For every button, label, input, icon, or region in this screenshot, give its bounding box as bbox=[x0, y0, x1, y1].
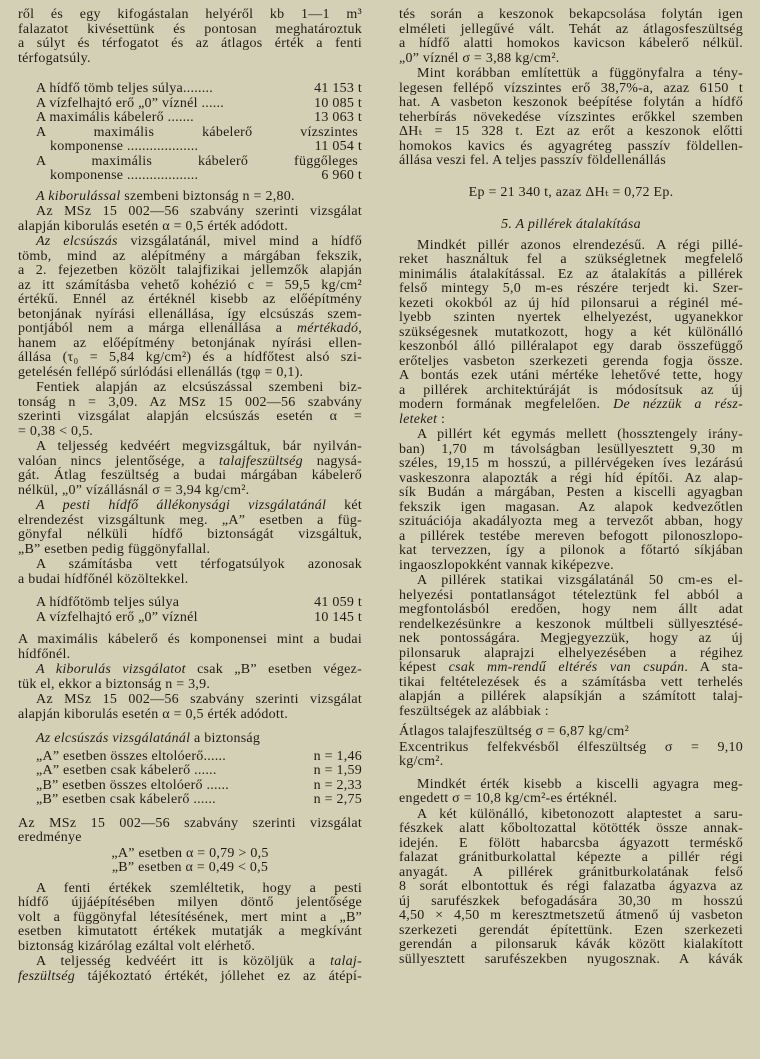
text-line bbox=[18, 732, 362, 747]
text-line: elrendezést vizsgáltunk meg. „A” esetben a füg- bbox=[18, 512, 362, 528]
text-line: felső mintegy 5,0 m-es részére terjedt ki. Szer- bbox=[399, 281, 743, 296]
row-label: A maximális kábelerő vízszintes bbox=[36, 124, 358, 140]
text-line: Excentrikus felfekvésből élfeszültség σ = 9,10 bbox=[399, 739, 743, 755]
text-line: = 0,38 < 0,5. bbox=[18, 423, 94, 439]
text-line: legesen fellépő vízszintes erő 38,7%-a, azaz 6150 t bbox=[399, 80, 743, 96]
text-line: széles, 19,15 m hosszú, a pillérvégeken íves lezárású bbox=[399, 456, 743, 471]
text-line: új sarufészkek befogadására 30,30 m hosszú bbox=[399, 893, 743, 909]
text-line: 5. A pillérek átalakítása bbox=[501, 217, 641, 232]
text-segment: szembeni biztonság n = 2,80. bbox=[120, 188, 295, 204]
text-line bbox=[18, 190, 362, 205]
text-line: „A” esetben α = 0,79 > 0,5 bbox=[111, 845, 269, 861]
text-segment: , bbox=[358, 321, 362, 336]
text-segment: képest bbox=[399, 660, 449, 675]
table-row bbox=[18, 596, 362, 611]
text-line: ban) 1,70 m távolságban lesüllyesztett 9,30 m bbox=[399, 441, 743, 457]
table-row bbox=[18, 169, 362, 184]
paragraph bbox=[18, 663, 362, 692]
row-value: n = 1,59 bbox=[313, 763, 362, 778]
text-line: biztonság kizárólag ezáltal volt elérhető. bbox=[18, 938, 256, 954]
text-line bbox=[399, 398, 743, 413]
text-line: feszültségek az alábbiak : bbox=[399, 703, 549, 719]
text-line: értékű. Ennél az értéknél kisebb az előépítmény bbox=[18, 292, 362, 307]
table-row bbox=[18, 82, 362, 97]
italic-text: Az elcsúszás vizsgálatánál bbox=[36, 731, 191, 746]
text-line: a 2. fejezetben közölt talajfizikai jellemzők alapján bbox=[18, 263, 362, 278]
italic-text: feszültség bbox=[18, 968, 75, 984]
text-line: Az MSz 15 002—56 szabvány szerinti vizsgálat bbox=[36, 204, 362, 219]
text-line: falazatot kivésettünk és pontosan meghatároztuk bbox=[18, 21, 362, 37]
text-line: Az MSz 15 002—56 szabvány szerinti vizsgálat bbox=[18, 815, 362, 831]
row-label: „B” esetben csak kábelerő ...... bbox=[36, 792, 216, 807]
text-line: minimális átalakítással. Ez az átalakítás a pillérek bbox=[399, 266, 743, 282]
paragraph bbox=[18, 190, 362, 205]
text-line: szituációja akadályozta meg a tervezőt abban, hogy bbox=[399, 514, 743, 529]
text-line bbox=[399, 661, 743, 676]
right-column bbox=[399, 7, 743, 967]
text-line bbox=[18, 322, 362, 337]
text-line: gát. Átlag feszültség a budai márgában kábelerő bbox=[18, 468, 362, 483]
row-value: 10 145 t bbox=[314, 609, 362, 625]
italic-text: A kiborulással bbox=[36, 188, 121, 204]
text-line: rendelkezésünkre a keszonok múltbeli süllyesztésé- bbox=[399, 616, 743, 632]
text-line: Mindkét pillér azonos elrendezésű. A régi pillé- bbox=[417, 237, 743, 253]
text-line: alapján kiborulás esetén α = 0,5 érték adódott. bbox=[18, 706, 288, 722]
text-line bbox=[18, 955, 362, 970]
value-table bbox=[18, 596, 362, 625]
text-line: hat. A vasbeton keszonok beépítése folytán a hídfő bbox=[399, 95, 743, 110]
text-line: „B” esetben pedig függönyfallal. bbox=[18, 541, 211, 557]
text-line: 4,50 × 4,50 m keresztmetszetű átmenő új vasbeton bbox=[399, 908, 743, 923]
text-line: A számításba vett térfogatsúlyok azonosak bbox=[36, 557, 362, 572]
row-value: n = 2,33 bbox=[313, 777, 362, 793]
text-line: engedett σ = 10,8 kg/cm²-es értéknél. bbox=[399, 791, 618, 806]
italic-text: A kiborulás vizsgálatot bbox=[36, 662, 186, 677]
text-line: esetben kimutatott értékek mutatják a megkívánt bbox=[18, 924, 362, 939]
italic-text: mértékadó bbox=[296, 321, 359, 336]
row-value: 41 059 t bbox=[314, 595, 362, 610]
row-label: A hídfő tömb teljes súlya........ bbox=[36, 81, 214, 96]
row-value: 13 063 t bbox=[314, 110, 362, 125]
text-segment: pontjából nem a márga ellenállása a bbox=[18, 321, 297, 336]
text-segment: csak „B” esetben végez- bbox=[185, 662, 362, 677]
text-line: Fentiek alapján az elcsúszással szembeni biz- bbox=[36, 380, 362, 395]
row-value: 10 085 t bbox=[314, 95, 362, 111]
italic-text: leteket bbox=[399, 411, 438, 427]
text-line: 8 sorát elbontottuk és régi falazatba ágyazva az bbox=[399, 879, 743, 894]
text-line: tés során a keszonok bekapcsolása folytán igen bbox=[399, 7, 743, 22]
text-line: A bontás ezek utáni mértéke lehetővé tette, hogy bbox=[399, 368, 743, 383]
text-line: „0” víznél σ = 3,88 kg/cm². bbox=[399, 50, 560, 66]
text-line: Mindkét érték kisebb a kiscelli agyagra meg- bbox=[417, 776, 743, 792]
text-line: a pillérek architektúráját is módosítsuk az új bbox=[399, 382, 743, 398]
paragraph bbox=[18, 558, 362, 587]
paragraph bbox=[18, 381, 362, 439]
table-row bbox=[18, 140, 362, 155]
row-value: 6 960 t bbox=[321, 168, 362, 183]
text-line: vaskeszonra alapozták a régi híd építői. Az alap- bbox=[399, 470, 743, 486]
italic-text: csak mm-rendű eltérés van csupán bbox=[448, 660, 685, 675]
text-line: A pillérek statikai vizsgálatánál 50 cm-es el- bbox=[417, 573, 743, 588]
row-label: „A” esetben csak kábelerő ...... bbox=[36, 763, 217, 778]
paragraph bbox=[399, 741, 743, 770]
text-line: Mint korábban említettük a függönyfalra a tény- bbox=[417, 66, 743, 81]
paragraph bbox=[18, 8, 362, 66]
italic-text: talaj- bbox=[330, 954, 362, 969]
text-line: tonság n = 3,09. Az MSz 15 002—56 szabvány bbox=[18, 394, 362, 410]
text-line: homokos kavics és agyagréteg passzív földellen- bbox=[399, 138, 743, 154]
text-line: nélkül, „0” vízállásnál σ = 3,94 kg/cm². bbox=[18, 482, 250, 498]
centered-formula bbox=[399, 186, 743, 201]
text-line: állása (τ₀ = 5,84 kg/cm²) és a hídfőtest alsó szi- bbox=[18, 350, 362, 365]
text-segment: modern formának megfelelően. bbox=[399, 397, 614, 412]
paragraph bbox=[399, 428, 743, 573]
text-line: a hídfő alatti homokos kavicson kábelerő nélkül. bbox=[399, 36, 743, 51]
text-line: alapján a pillérek alapsíkján a számított talaj- bbox=[399, 689, 743, 704]
text-line: Átlagos talajfeszültség σ = 6,87 kg/cm² bbox=[399, 724, 630, 739]
text-line: térfogatsúly. bbox=[18, 50, 91, 66]
paragraph bbox=[399, 725, 743, 740]
text-line: „B” esetben α = 0,49 < 0,5 bbox=[111, 860, 269, 875]
row-label: „A” esetben összes eltolóerő...... bbox=[36, 748, 227, 764]
text-line: anyagát. A pillérek gránitburkolatának felső bbox=[399, 864, 743, 880]
text-segment: a biztonság bbox=[190, 731, 261, 746]
table-row bbox=[18, 764, 362, 779]
text-line: getelésén fellépő súrlódási ellenállás (tgφ = 0,1). bbox=[18, 364, 304, 380]
paragraph bbox=[399, 67, 743, 169]
text-line bbox=[18, 970, 362, 985]
text-segment: tájékoztató értékét, jóllehet ez az átépí- bbox=[74, 968, 362, 984]
italic-text: Az elcsúszás bbox=[36, 234, 118, 249]
text-line: szerinti vizsgálat alapján elcsúszás esetén α = bbox=[18, 409, 362, 424]
text-line: hanem az előépítmény betonjának nyírási ellen- bbox=[18, 335, 362, 351]
text-line: tömb, mind az alépítmény a márgában fekszik, bbox=[18, 248, 362, 264]
paragraph bbox=[18, 440, 362, 498]
text-line: gönyfal nélküli hídfő biztonságát vizsgáltuk, bbox=[18, 527, 362, 542]
text-line: kg/cm². bbox=[399, 754, 444, 769]
row-label: A maximális kábelerő függőleges bbox=[36, 153, 358, 169]
text-segment: A teljesség kedvéért itt is közöljük a bbox=[36, 954, 331, 969]
centered-formula bbox=[18, 847, 362, 876]
italic-text: talajfeszültség bbox=[218, 453, 303, 469]
text-line: pilonsaruk alaprajzi elhelyezésében a régihez bbox=[399, 645, 743, 661]
row-label: A vízfelhajtó erő „0” víznél bbox=[36, 609, 198, 625]
text-segment: . A sta- bbox=[684, 660, 743, 675]
text-line: alapján kiborulás esetén α = 0,5 érték adódott. bbox=[18, 218, 288, 234]
table-row bbox=[18, 155, 362, 170]
text-line: tikai feltételezések és a számításba vett terhelés bbox=[399, 674, 743, 690]
paragraph bbox=[18, 499, 362, 557]
text-segment: valóan nincs jelentősége, a bbox=[18, 453, 219, 469]
text-line: a súlyt és térfogatot és az átlagos érték a fenti bbox=[18, 36, 362, 51]
text-line: A két különálló, kibetonozott alaptestet a saru- bbox=[417, 806, 743, 822]
row-label: „B” esetben összes eltolóerő ...... bbox=[36, 777, 230, 793]
table-row bbox=[18, 611, 362, 626]
italic-text: A pesti hídfő állékonysági vizsgálatánál bbox=[36, 498, 327, 513]
text-line: fekszik igen magasan. Az alapok kedvezőtlen bbox=[399, 499, 743, 515]
text-line: A teljesség kedvéért megvizsgáltuk, bár nyilván- bbox=[36, 439, 362, 454]
text-line: a pillérek testébe mereven befogott pilonoszlopo- bbox=[399, 528, 743, 544]
text-line: elméleti jellegűvé vált. Tehát az átlagosfeszültség bbox=[399, 21, 743, 37]
italic-text: De nézzük a rész- bbox=[613, 397, 743, 412]
text-line: A maximális kábelerő és komponensei mint a budai bbox=[18, 632, 362, 647]
text-line: erőteljes vasbeton szerkezeti gerenda fogja össze. bbox=[399, 353, 743, 369]
row-label: A vízfelhajtó erő „0” víznél ...... bbox=[36, 95, 224, 111]
text-segment: nagysá- bbox=[302, 453, 362, 469]
text-segment: két bbox=[326, 498, 363, 513]
text-line bbox=[18, 455, 362, 470]
paragraph bbox=[18, 633, 362, 662]
row-value: n = 2,75 bbox=[313, 792, 362, 807]
text-line: ről és egy kifogástalan helyéről kb 1—1 m³ bbox=[18, 7, 362, 22]
text-line bbox=[18, 235, 362, 250]
text-line: állása veszi fel. A teljes passzív földellenállás bbox=[399, 153, 666, 168]
text-line: A fenti értékek szemléltetik, hogy a pesti bbox=[36, 880, 362, 896]
paragraph bbox=[18, 955, 362, 984]
text-line: keszonból álló pilléralapot egy darab összefüggő bbox=[399, 339, 743, 354]
text-line: süllyesztett sarufészekben nyugosznak. A kávák bbox=[399, 951, 743, 967]
value-table bbox=[18, 82, 362, 184]
row-value: 41 153 t bbox=[314, 81, 362, 96]
paragraph bbox=[399, 574, 743, 719]
text-line: helyezési pontatlanságot tételeztünk fel abból a bbox=[399, 587, 743, 603]
text-line: ingaoszlopokként vannak kiképezve. bbox=[399, 557, 614, 573]
text-line: a budai hídfőnél közöltekkel. bbox=[18, 571, 189, 587]
text-line: kat tervezzen, így a pilonok a főtartó síkjában bbox=[399, 543, 743, 558]
text-line bbox=[18, 663, 362, 678]
table-row bbox=[18, 779, 362, 794]
row-label: A maximális kábelerő ....... bbox=[36, 110, 194, 125]
text-segment: vizsgálatánál, mivel mind a hídfő bbox=[117, 234, 362, 249]
paragraph bbox=[399, 8, 743, 66]
text-line: ΔHₜ = 15 328 t. Ezt az erőt a keszonok előtti bbox=[399, 124, 743, 139]
text-line: az itt számításba vehető kohézió c = 59,5 kg/cm² bbox=[18, 277, 362, 293]
text-line: eredménye bbox=[18, 830, 82, 845]
paragraph bbox=[18, 693, 362, 722]
row-label: komponense ................... bbox=[50, 168, 199, 183]
text-segment: : bbox=[437, 411, 446, 427]
paragraph bbox=[18, 205, 362, 234]
row-value: 11 054 t bbox=[314, 139, 362, 154]
text-line: Ep = 21 340 t, azaz ΔHₜ = 0,72 Ep. bbox=[468, 184, 674, 200]
text-line: szükségesnek mutatkozott, hogy a két különálló bbox=[399, 324, 743, 340]
text-line: sík Budán a márgában, Pesten a kiscelli agyagban bbox=[399, 485, 743, 500]
text-line: tük el, ekkor a biztonság n = 3,9. bbox=[18, 676, 211, 692]
text-line: volt a függönyfal létesítésének, mert mint a „B” bbox=[18, 909, 362, 925]
text-line bbox=[18, 499, 362, 514]
text-line: idején. E fölött habarcsba ágyazott terméskő bbox=[399, 835, 743, 851]
row-label: A hídfőtömb teljes súlya bbox=[36, 595, 180, 610]
text-line: betonjának nyírási ellenállása, így elcsúszás szem- bbox=[18, 306, 362, 322]
left-column bbox=[18, 7, 362, 984]
paragraph bbox=[399, 239, 743, 428]
paragraph bbox=[18, 732, 362, 747]
text-line: hídfő újjáépítésében milyen döntő jelentősége bbox=[18, 895, 362, 910]
text-line: reket használtuk fel a szükségletnek megfelelő bbox=[399, 252, 743, 267]
text-line: A pillért két egymás mellett (hossztengely irány- bbox=[417, 427, 743, 442]
text-line bbox=[399, 413, 743, 428]
table-row bbox=[18, 126, 362, 141]
paragraph bbox=[399, 778, 743, 807]
text-line: megfontolásból eredően, hogy nem állt adat bbox=[399, 602, 743, 617]
text-line: Az MSz 15 002—56 szabvány szerinti vizsgálat bbox=[36, 692, 362, 707]
section-heading bbox=[399, 218, 743, 233]
text-line: gerendán a pilonsaruk kávák között kialakított bbox=[399, 937, 743, 952]
text-line: hídfőnél. bbox=[18, 646, 71, 662]
paragraph bbox=[399, 808, 743, 968]
paragraph bbox=[18, 235, 362, 380]
table-row bbox=[18, 793, 362, 808]
table-row bbox=[18, 111, 362, 126]
row-label: komponense ................... bbox=[50, 139, 199, 154]
text-line: falazat gránitburkolattal képezte a pillér régi bbox=[399, 850, 743, 865]
table-row bbox=[18, 750, 362, 765]
value-table bbox=[18, 750, 362, 808]
table-row bbox=[18, 97, 362, 112]
paragraph bbox=[18, 882, 362, 955]
text-line: szerkezeti gerendát építettünk. Ezen szerkezeti bbox=[399, 922, 743, 938]
text-line: teherbírás növekedése vízszintes erőkkel szemben bbox=[399, 109, 743, 125]
text-line: nek pontosságára. Megjegyezzük, hogy az új bbox=[399, 631, 743, 646]
text-line: kezeti okokból az új híd pilonsarui a réginél mé- bbox=[399, 295, 743, 311]
text-line: lyebb szinten nyertek elhelyezést, ugyanekkor bbox=[399, 310, 743, 325]
text-line: fészkek alatt kőboltozattal kötötték össze annak- bbox=[399, 821, 743, 836]
paragraph bbox=[18, 817, 362, 846]
row-value: n = 1,46 bbox=[313, 748, 362, 764]
